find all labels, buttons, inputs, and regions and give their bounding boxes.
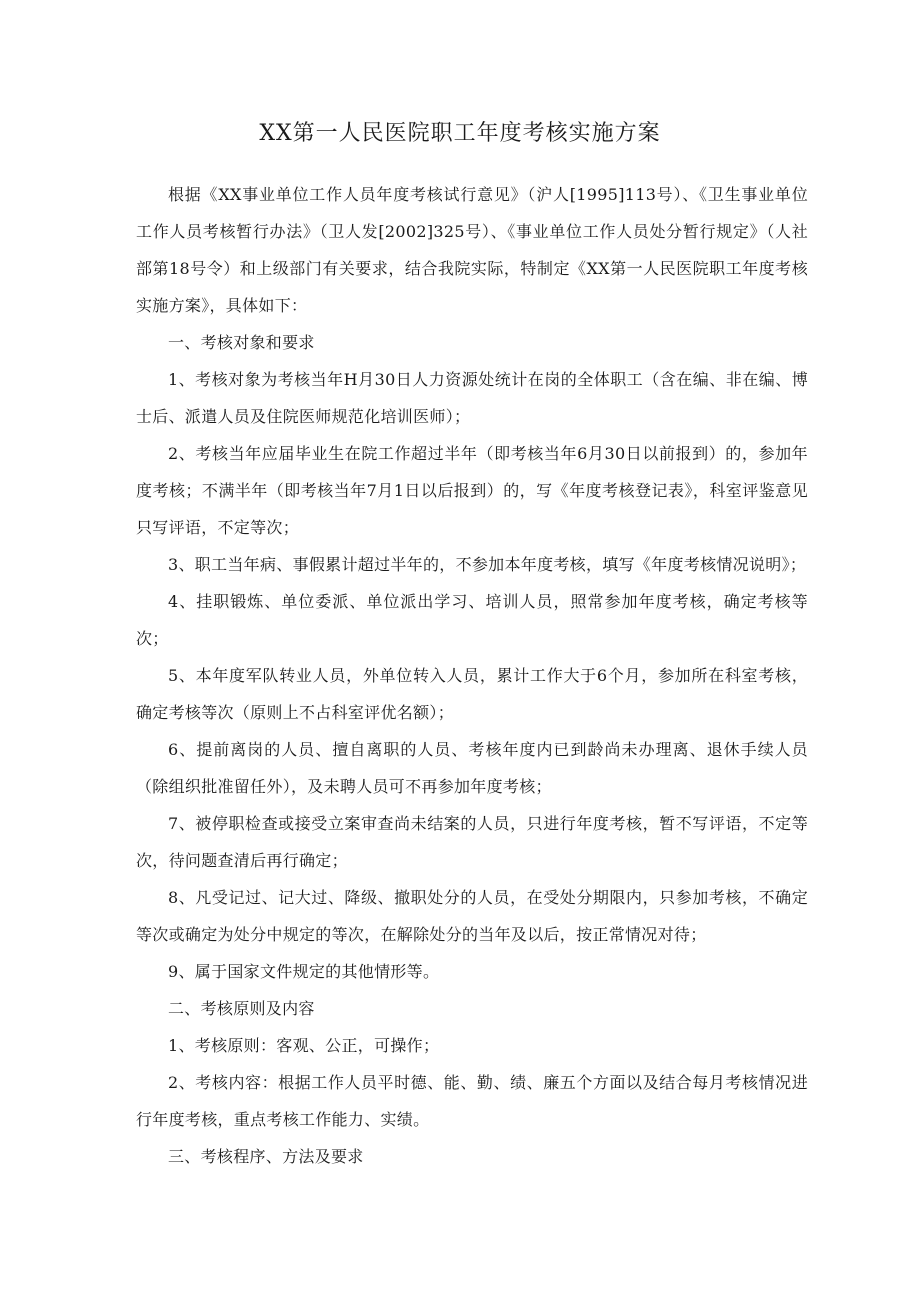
list-item: 2、考核当年应届毕业生在院工作超过半年（即考核当年6月30日以前报到）的，参加年度考核；不满半年（即考核当年7月1日以后报到）的，写《年度考核登记表》，科室评鉴意见只写评语，不定等次； [136,444,808,537]
list-item: 7、被停职检查或接受立案审查尚未结案的人员，只进行年度考核，暂不写评语，不定等次，待问题查清后再行确定； [136,814,808,870]
document-title: XX第一人民医院职工年度考核实施方案 [259,121,661,146]
list-item: 2、考核内容：根据工作人员平时德、能、勤、绩、廉五个方面以及结合每月考核情况进行年度考核，重点考核工作能力、实绩。 [136,1073,808,1129]
intro-paragraph: 根据《XX事业单位工作人员年度考核试行意见》（沪人[1995]113号）、《卫生事业单位工作人员考核暂行办法》（卫人发[2002]325号）、《事业单位工作人员处分暂行规定》（人社部第18号令）和上级部门有关要求，结合我院实际，特制定《XX第一人民医院职工年度考核实施方案》，具体如下： [136,185,808,315]
document-body [136,176,808,1175]
list-item: 5、本年度军队转业人员，外单位转入人员，累计工作大于6个月，参加所在科室考核，确定考核等次（原则上不占科室评优名额）； [136,666,808,722]
section-heading-3: 三、考核程序、方法及要求 [168,1147,364,1166]
list-item: 1、考核对象为考核当年H月30日人力资源处统计在岗的全体职工（含在编、非在编、博士后、派遣人员及住院医师规范化培训医师）； [136,370,808,426]
list-item: 4、挂职锻炼、单位委派、单位派出学习、培训人员，照常参加年度考核，确定考核等次； [136,592,808,648]
list-item: 8、凡受记过、记大过、降级、撤职处分的人员，在受处分期限内，只参加考核，不确定等次或确定为处分中规定的等次，在解除处分的当年及以后，按正常情况对待； [136,888,808,944]
section-heading-2: 二、考核原则及内容 [168,999,315,1018]
list-item: 1、考核原则：客观、公正，可操作； [168,1036,440,1055]
section-heading-1: 一、考核对象和要求 [168,333,315,352]
list-item: 6、提前离岗的人员、擅自离职的人员、考核年度内已到龄尚未办理离、退休手续人员（除组织批准留任外），及未聘人员可不再参加年度考核； [136,740,808,796]
list-item: 9、属于国家文件规定的其他情形等。 [168,962,440,981]
list-item: 3、职工当年病、事假累计超过半年的，不参加本年度考核，填写《年度考核情况说明》； [168,555,807,574]
